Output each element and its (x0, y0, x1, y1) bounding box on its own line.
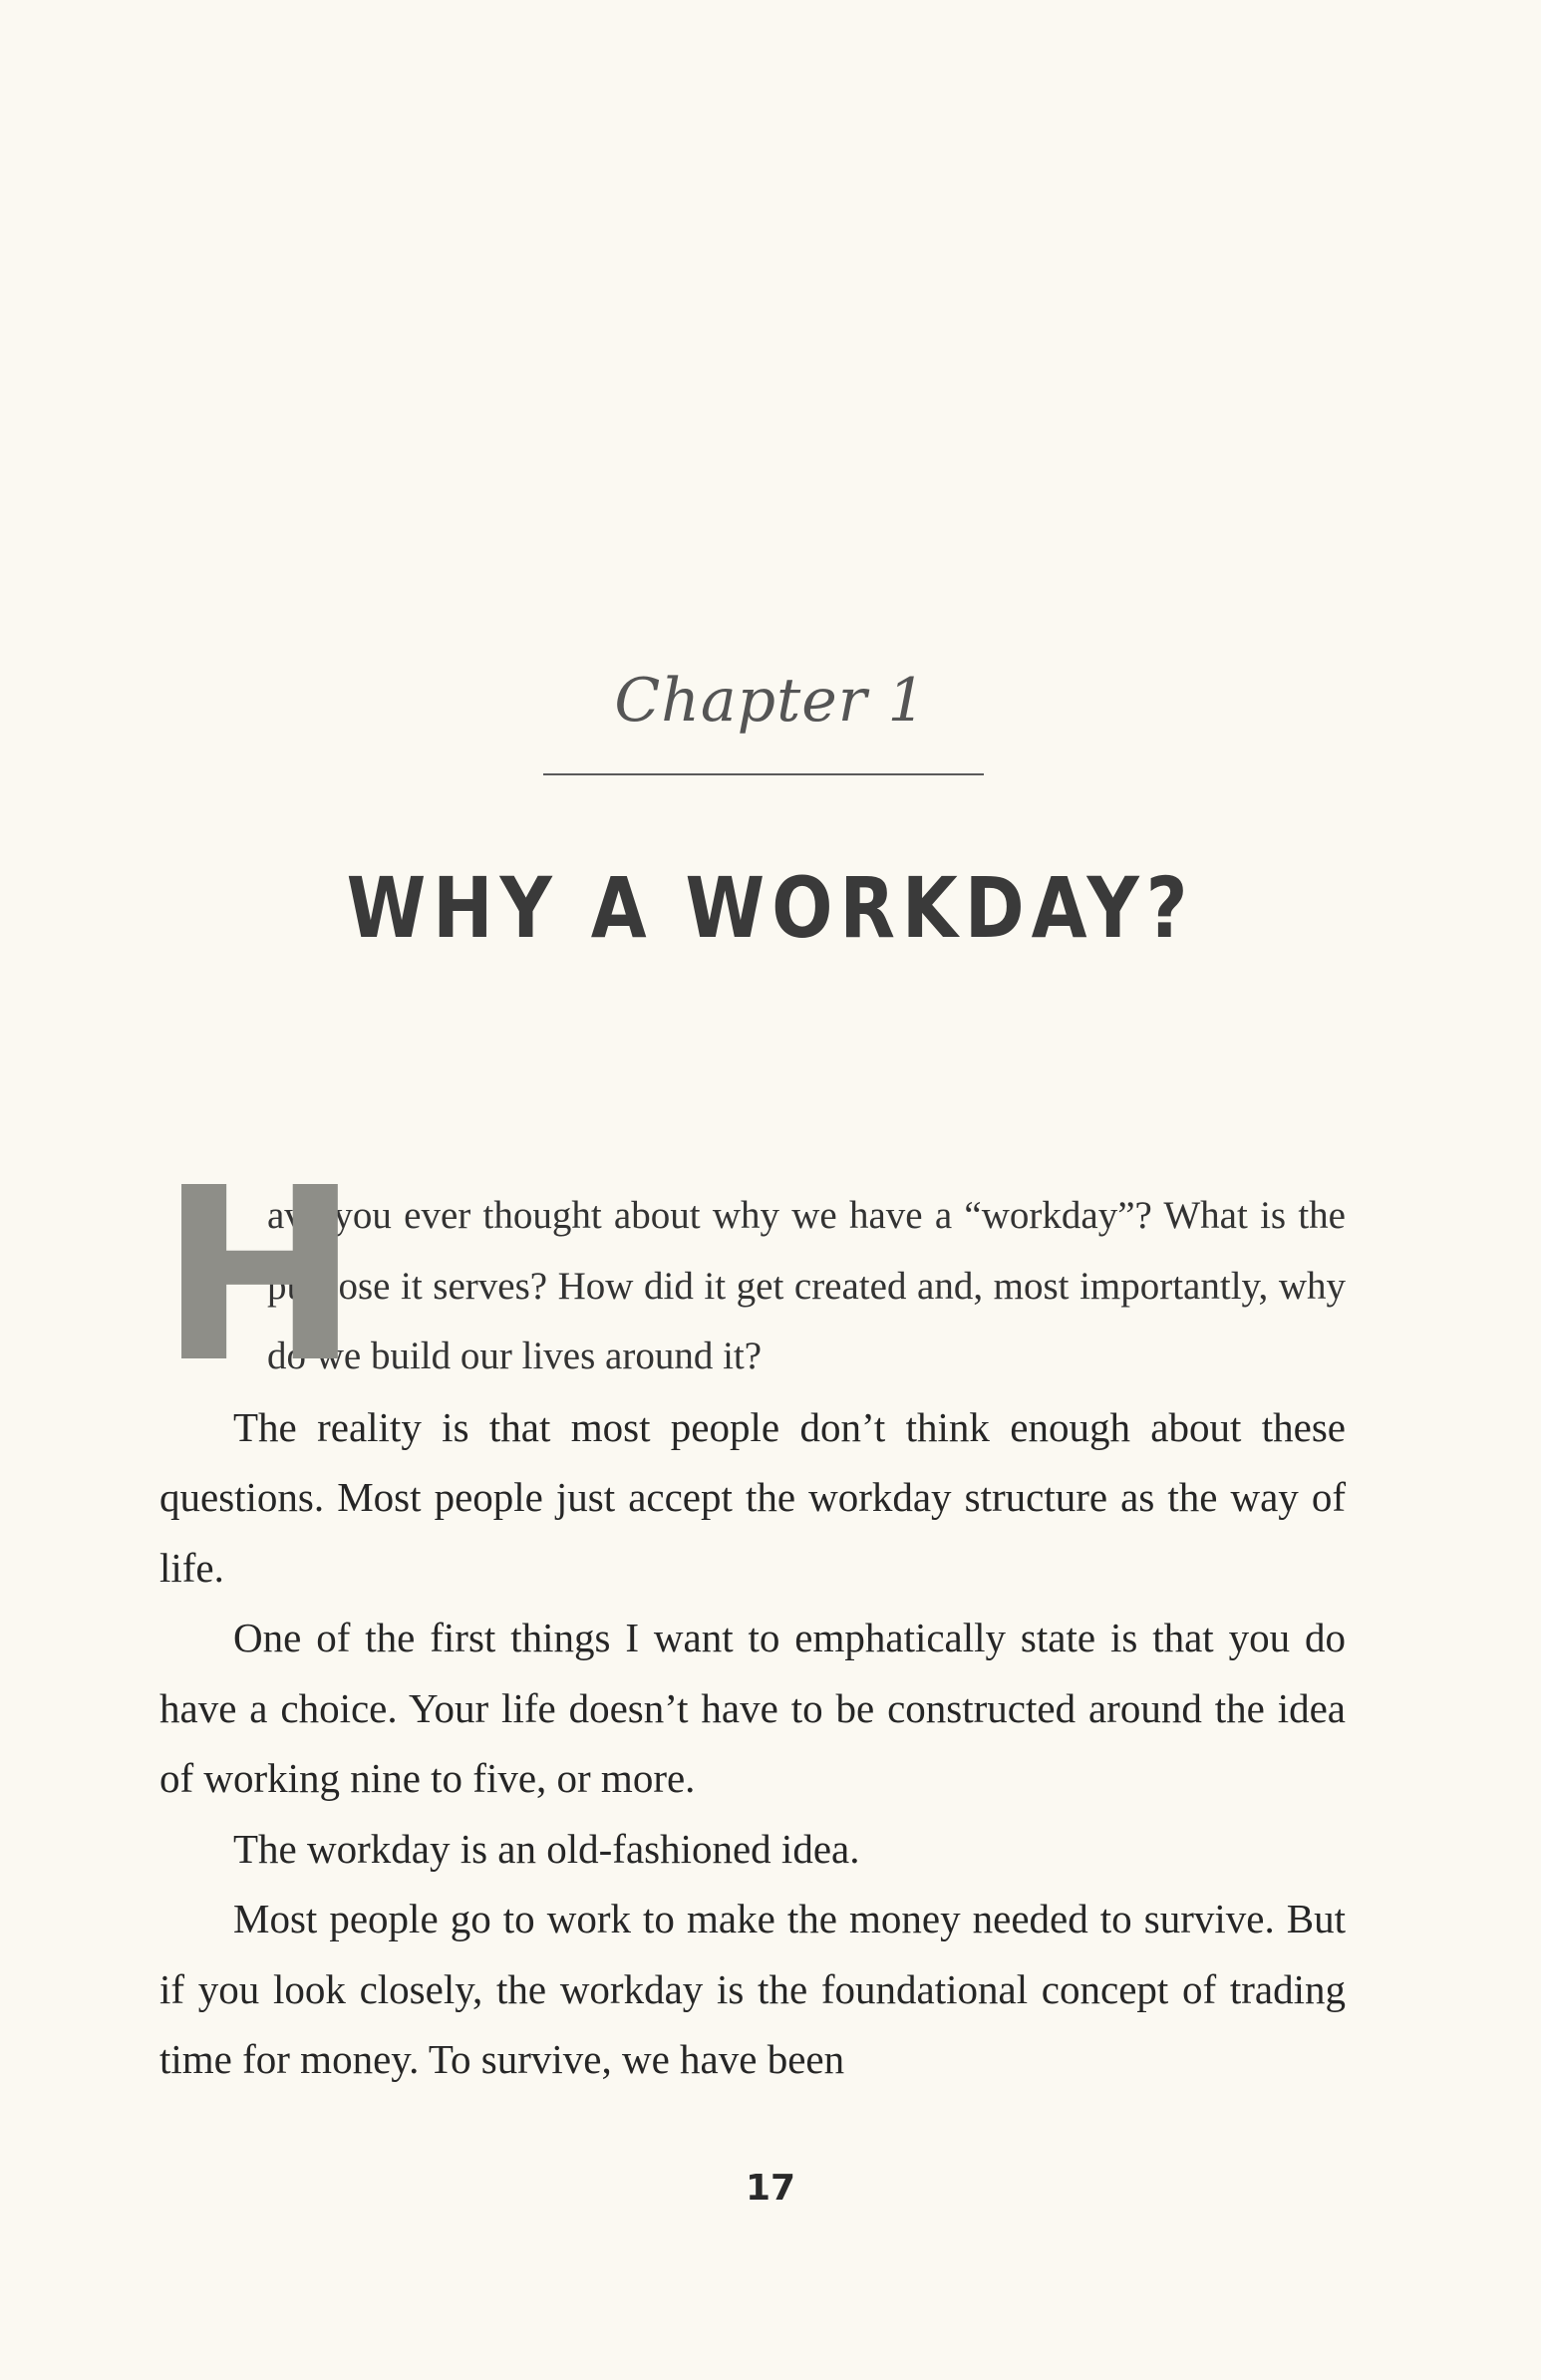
opening-paragraph-text: ave you ever thought about why we have a “workday”? What is the purpose it serves? How did it get created and, most importantly, why do we build our lives around it? (267, 1194, 1346, 1377)
paragraph: Most people go to work to make the money needed to survive. But if you look closely, the workday is the foundational concept of trading time for money. To survive, we have been (159, 1896, 1346, 2082)
paragraph: The workday is an old-fashioned idea. (233, 1825, 860, 1872)
paragraph: The reality is that most people don’t think enough about these questions. Most people just accept the workday structure as the way of life. (159, 1403, 1346, 1591)
paragraph: One of the first things I want to emphatically state is that you do have a choice. Your life doesn’t have to be constructed around the idea of working nine to five, or more. (159, 1615, 1346, 1801)
chapter-label: Chapter 1 (614, 666, 927, 736)
chapter-divider (543, 773, 984, 775)
page-number: 17 (745, 2168, 796, 2209)
opening-paragraph (159, 1136, 1346, 1415)
chapter-title: WHY A WORKDAY? (346, 859, 1195, 957)
drop-cap: H (159, 1136, 360, 1415)
body-text (159, 1136, 1346, 2095)
